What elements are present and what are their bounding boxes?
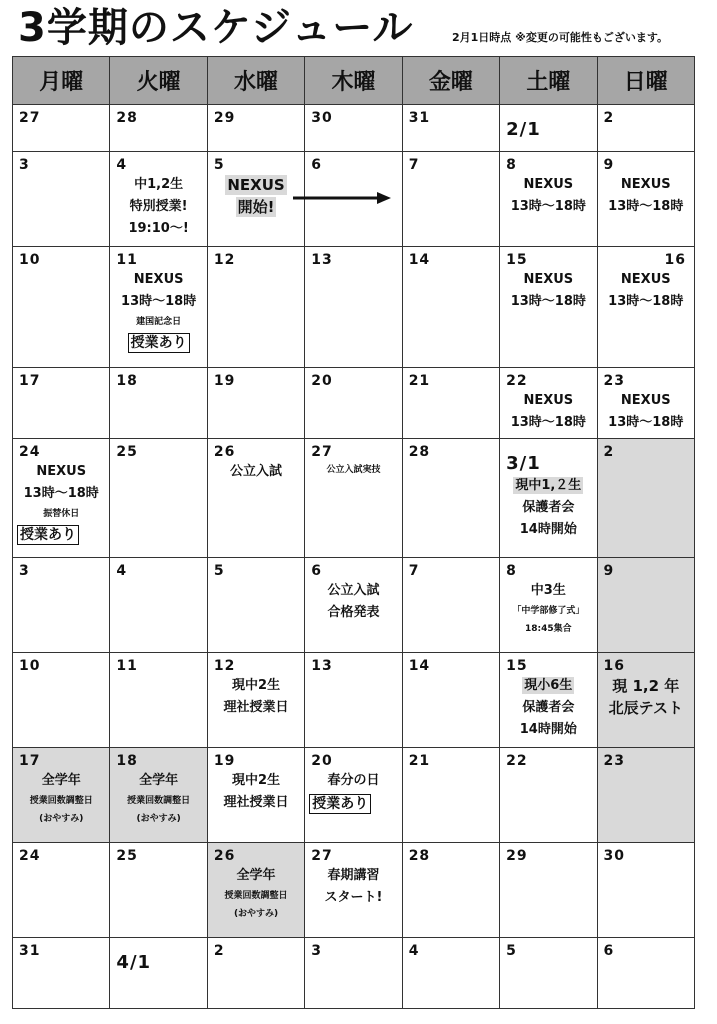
day-cell xyxy=(13,843,110,938)
event-text xyxy=(305,461,401,479)
event-text-line: 現 1,2 年 xyxy=(612,677,680,695)
day-number: 29 xyxy=(506,848,528,864)
event-text xyxy=(598,196,694,218)
day-cell xyxy=(500,748,597,843)
event-text xyxy=(500,719,596,741)
event-text-line: 授業回数調整日 xyxy=(29,796,93,806)
event-text xyxy=(500,412,596,434)
event-text-line: 公立入試 xyxy=(327,583,380,598)
event-text xyxy=(500,697,596,719)
day-cell xyxy=(305,843,402,938)
event-text-line: NEXUS xyxy=(523,393,574,408)
event-text-line: NEXUS xyxy=(227,176,285,194)
update-note: 2月1日時点 ※変更の可能性もございます。 xyxy=(452,31,668,44)
event-text xyxy=(500,390,596,412)
calendar-body xyxy=(13,105,695,1009)
day-number: 5 xyxy=(213,563,225,579)
day-cell xyxy=(110,368,207,439)
continuation-arrow-icon xyxy=(293,190,391,209)
event-text-line: 授業回数調整日 xyxy=(127,796,191,806)
day-number: 2 xyxy=(603,110,615,126)
event-text xyxy=(110,770,206,792)
event-text-line: 13時〜18時 xyxy=(510,199,586,214)
day-number: 4 xyxy=(408,943,420,959)
day-number: 8 xyxy=(506,563,517,579)
day-number: 28 xyxy=(408,848,431,864)
day-number: 6 xyxy=(603,943,615,959)
day-cell xyxy=(207,558,304,653)
day-number: 12 xyxy=(213,252,236,268)
day-cell xyxy=(597,105,694,152)
day-cell xyxy=(110,439,207,558)
day-cell xyxy=(500,938,597,1009)
event-text-line: 合格発表 xyxy=(327,605,380,620)
day-cell xyxy=(500,653,597,748)
event-text-line: 「中学部修了式」 xyxy=(512,606,585,616)
event-text xyxy=(208,770,304,792)
day-number: 25 xyxy=(116,848,138,864)
weekday-header: 土曜 xyxy=(500,57,597,105)
day-cell xyxy=(207,653,304,748)
day-number: 11 xyxy=(116,252,138,268)
event-text-line: 振替休日 xyxy=(43,509,80,519)
day-cell xyxy=(110,653,207,748)
day-number: 31 xyxy=(19,943,41,959)
week-row xyxy=(13,653,695,748)
day-number: 29 xyxy=(213,110,236,126)
event-text-line: 北辰テスト xyxy=(608,699,683,717)
event-text xyxy=(208,174,304,196)
day-number: 18 xyxy=(116,753,138,769)
day-cell xyxy=(305,938,402,1009)
day-cell xyxy=(402,748,499,843)
event-text-line: 13時〜18時 xyxy=(510,415,586,430)
day-number: 24 xyxy=(19,444,41,460)
day-number: 22 xyxy=(506,373,528,389)
day-number: 19 xyxy=(213,753,236,769)
day-number: 11 xyxy=(116,658,138,674)
event-text xyxy=(500,580,596,602)
event-text xyxy=(500,196,596,218)
event-text-line: 開始! xyxy=(237,198,275,216)
day-number: 21 xyxy=(408,753,431,769)
event-text xyxy=(598,675,694,697)
day-cell xyxy=(207,368,304,439)
day-number: 5 xyxy=(213,157,225,173)
day-cell xyxy=(597,558,694,653)
day-cell xyxy=(402,439,499,558)
event-text xyxy=(110,291,206,313)
event-text xyxy=(13,505,109,523)
day-number: 27 xyxy=(311,848,333,864)
week-row xyxy=(13,439,695,558)
day-cell xyxy=(207,748,304,843)
week-row xyxy=(13,368,695,439)
day-cell xyxy=(13,247,110,368)
event-text-line: NEXUS xyxy=(620,177,671,192)
day-number: 20 xyxy=(311,373,333,389)
week-row xyxy=(13,748,695,843)
day-cell xyxy=(110,748,207,843)
day-number: 3 xyxy=(19,157,30,173)
event-text-line: NEXUS xyxy=(523,272,574,287)
event-text xyxy=(305,770,401,792)
day-cell xyxy=(500,247,597,368)
event-text-line: 全学年 xyxy=(236,868,276,883)
day-cell xyxy=(110,152,207,247)
event-text-line: 建国記念日 xyxy=(136,317,182,327)
week-row xyxy=(13,152,695,247)
event-text-line: 13時〜18時 xyxy=(121,294,197,309)
event-text xyxy=(208,675,304,697)
event-text xyxy=(110,218,206,240)
event-text xyxy=(208,792,304,814)
day-number: 2 xyxy=(603,444,615,460)
class-held-wrap xyxy=(305,792,401,814)
day-cell xyxy=(597,439,694,558)
event-text xyxy=(110,313,206,331)
day-cell xyxy=(13,439,110,558)
weekday-header: 木曜 xyxy=(305,57,402,105)
day-cell xyxy=(500,558,597,653)
day-number: 31 xyxy=(408,110,431,126)
day-number: 9 xyxy=(603,563,615,579)
day-number: 4/1 xyxy=(116,952,152,973)
event-text xyxy=(500,675,596,697)
event-text-line: 現中2生 xyxy=(232,678,281,693)
class-held-wrap xyxy=(13,523,109,545)
day-number: 15 xyxy=(506,658,528,674)
event-text-line: NEXUS xyxy=(620,393,671,408)
event-text-line: 14時開始 xyxy=(519,522,577,537)
event-text-line: 現小6生 xyxy=(524,678,573,693)
day-cell xyxy=(305,439,402,558)
event-text-line: 13時〜18時 xyxy=(608,415,684,430)
event-text-line: 13時〜18時 xyxy=(608,294,684,309)
event-text xyxy=(598,390,694,412)
event-text xyxy=(13,770,109,792)
event-text-line: 14時開始 xyxy=(519,722,577,737)
page-title: 3学期のスケジュール xyxy=(18,5,414,51)
event-text xyxy=(598,697,694,719)
week-row xyxy=(13,938,695,1009)
weekday-header-row xyxy=(13,57,695,105)
event-text xyxy=(500,291,596,313)
day-number: 30 xyxy=(311,110,333,126)
day-cell xyxy=(207,843,304,938)
day-number: 25 xyxy=(116,444,138,460)
day-cell xyxy=(207,439,304,558)
day-cell xyxy=(110,843,207,938)
event-text-line: スタート! xyxy=(324,890,383,905)
day-number: 28 xyxy=(408,444,431,460)
class-held-badge: 授業あり xyxy=(309,794,371,814)
day-cell xyxy=(305,653,402,748)
day-number: 26 xyxy=(213,848,236,864)
day-number: 14 xyxy=(408,252,431,268)
day-number: 27 xyxy=(311,444,333,460)
week-row xyxy=(13,558,695,653)
event-text-line: 13時〜18時 xyxy=(608,199,684,214)
event-text-line: 春分の日 xyxy=(327,773,380,788)
day-number: 2 xyxy=(213,943,225,959)
day-cell xyxy=(402,843,499,938)
day-number: 4 xyxy=(116,563,128,579)
day-cell xyxy=(597,152,694,247)
event-text xyxy=(110,792,206,810)
event-text-line: NEXUS xyxy=(620,272,671,287)
day-cell xyxy=(207,105,304,152)
class-held-badge: 授業あり xyxy=(17,525,79,545)
day-number: 22 xyxy=(506,753,528,769)
event-text xyxy=(110,269,206,291)
day-cell xyxy=(500,843,597,938)
event-text-line: 授業回数調整日 xyxy=(224,891,288,901)
event-text-line: 理社授業日 xyxy=(223,700,289,715)
day-cell xyxy=(305,558,402,653)
day-cell xyxy=(597,368,694,439)
event-text-line: 13時〜18時 xyxy=(23,486,99,501)
week-row xyxy=(13,105,695,152)
day-number: 2/1 xyxy=(506,119,541,140)
event-text-line: 保護者会 xyxy=(522,500,575,515)
day-number: 7 xyxy=(408,563,420,579)
day-cell xyxy=(500,152,597,247)
day-cell xyxy=(207,938,304,1009)
event-text xyxy=(110,196,206,218)
day-cell xyxy=(13,653,110,748)
day-number: 16 xyxy=(603,658,626,674)
class-held-badge: 授業あり xyxy=(128,333,190,353)
day-cell xyxy=(402,247,499,368)
day-cell xyxy=(13,152,110,247)
event-text-line: (おやすみ) xyxy=(136,814,181,824)
day-number: 23 xyxy=(603,753,626,769)
day-cell xyxy=(402,105,499,152)
day-number: 6 xyxy=(311,563,323,579)
event-text xyxy=(110,174,206,196)
day-cell xyxy=(110,247,207,368)
day-number: 5 xyxy=(506,943,517,959)
event-text-line: 理社授業日 xyxy=(223,795,289,810)
event-text xyxy=(305,865,401,887)
day-number: 28 xyxy=(116,110,138,126)
day-cell xyxy=(305,105,402,152)
event-text-line: 中1,2生 xyxy=(134,177,184,192)
event-text xyxy=(500,602,596,620)
weekday-header: 金曜 xyxy=(402,57,499,105)
class-held-wrap xyxy=(110,331,206,355)
event-text-line: 現中1,２生 xyxy=(515,478,582,493)
week-row xyxy=(13,843,695,938)
day-number: 16 xyxy=(664,252,686,268)
week-row xyxy=(13,247,695,368)
event-text xyxy=(305,580,401,602)
event-text-line: 19:10〜! xyxy=(128,221,189,236)
day-number: 27 xyxy=(19,110,41,126)
event-text xyxy=(500,620,596,638)
day-number: 3 xyxy=(311,943,323,959)
day-number: 13 xyxy=(311,658,333,674)
day-cell xyxy=(13,368,110,439)
day-cell xyxy=(305,368,402,439)
day-cell xyxy=(305,748,402,843)
day-number: 6 xyxy=(311,157,323,173)
event-text xyxy=(208,697,304,719)
day-number: 24 xyxy=(19,848,41,864)
day-number: 9 xyxy=(603,157,615,173)
event-text xyxy=(13,483,109,505)
event-text-line: (おやすみ) xyxy=(233,909,279,919)
event-text-line: 13時〜18時 xyxy=(510,294,586,309)
day-number: 23 xyxy=(603,373,626,389)
event-text-line: 現中2生 xyxy=(232,773,281,788)
event-text xyxy=(208,461,304,483)
day-cell xyxy=(207,247,304,368)
event-text-line: 全学年 xyxy=(41,773,81,788)
day-number: 3/1 xyxy=(506,453,541,474)
day-cell xyxy=(13,748,110,843)
day-number: 10 xyxy=(19,658,41,674)
event-text xyxy=(598,412,694,434)
day-number: 20 xyxy=(311,753,333,769)
event-text xyxy=(500,519,596,541)
event-text xyxy=(500,475,596,497)
event-text-line: 春期講習 xyxy=(327,868,380,883)
day-cell xyxy=(402,558,499,653)
event-text-line: 特別授業! xyxy=(129,199,188,214)
day-cell xyxy=(500,368,597,439)
event-text xyxy=(208,196,304,218)
day-cell xyxy=(597,247,694,368)
calendar-table xyxy=(12,56,695,1009)
day-number: 14 xyxy=(408,658,431,674)
day-number: 8 xyxy=(506,157,517,173)
event-text xyxy=(305,887,401,909)
day-cell xyxy=(207,152,304,247)
day-cell xyxy=(13,938,110,1009)
event-text xyxy=(13,792,109,810)
weekday-header: 月曜 xyxy=(13,57,110,105)
day-cell xyxy=(402,368,499,439)
event-text xyxy=(598,291,694,313)
day-number: 13 xyxy=(311,252,333,268)
day-number: 4 xyxy=(116,157,128,173)
day-number: 12 xyxy=(213,658,236,674)
event-text-line: NEXUS xyxy=(133,272,184,287)
event-text xyxy=(208,905,304,923)
event-text-line: 全学年 xyxy=(139,773,179,788)
day-cell xyxy=(402,653,499,748)
event-text xyxy=(13,461,109,483)
day-cell xyxy=(13,105,110,152)
event-text xyxy=(208,865,304,887)
day-number: 10 xyxy=(19,252,41,268)
event-text xyxy=(598,269,694,291)
day-cell xyxy=(500,105,597,152)
day-cell xyxy=(305,152,402,247)
day-cell xyxy=(402,152,499,247)
event-text xyxy=(208,887,304,905)
event-text xyxy=(305,602,401,624)
event-text xyxy=(110,810,206,828)
day-number: 18 xyxy=(116,373,138,389)
day-cell xyxy=(500,439,597,558)
day-cell xyxy=(305,247,402,368)
weekday-header: 日曜 xyxy=(597,57,694,105)
day-number: 3 xyxy=(19,563,30,579)
event-text-line: NEXUS xyxy=(36,464,87,479)
event-text-line: 公立入試 xyxy=(230,464,283,479)
event-text xyxy=(500,269,596,291)
event-text xyxy=(13,810,109,828)
day-cell xyxy=(597,938,694,1009)
weekday-header: 火曜 xyxy=(110,57,207,105)
day-cell xyxy=(110,105,207,152)
event-text-line: 18:45集合 xyxy=(524,624,572,634)
day-number: 26 xyxy=(213,444,236,460)
day-cell xyxy=(597,653,694,748)
day-number: 15 xyxy=(506,252,528,268)
day-number: 17 xyxy=(19,753,41,769)
event-text-line: 保護者会 xyxy=(522,700,575,715)
day-number: 7 xyxy=(408,157,420,173)
day-cell xyxy=(13,558,110,653)
day-number: 17 xyxy=(19,373,41,389)
day-number: 19 xyxy=(213,373,236,389)
day-cell xyxy=(597,843,694,938)
weekday-header: 水曜 xyxy=(207,57,304,105)
day-cell xyxy=(597,748,694,843)
event-text xyxy=(500,174,596,196)
event-text-line: (おやすみ) xyxy=(39,814,84,824)
event-text-line: NEXUS xyxy=(523,177,574,192)
day-cell xyxy=(110,558,207,653)
day-number: 21 xyxy=(408,373,431,389)
event-text-line: 公立入試実技 xyxy=(326,465,381,475)
day-cell xyxy=(110,938,207,1009)
day-cell xyxy=(402,938,499,1009)
event-text xyxy=(500,497,596,519)
event-text xyxy=(598,174,694,196)
day-number: 30 xyxy=(603,848,626,864)
event-text-line: 中3生 xyxy=(530,583,566,598)
